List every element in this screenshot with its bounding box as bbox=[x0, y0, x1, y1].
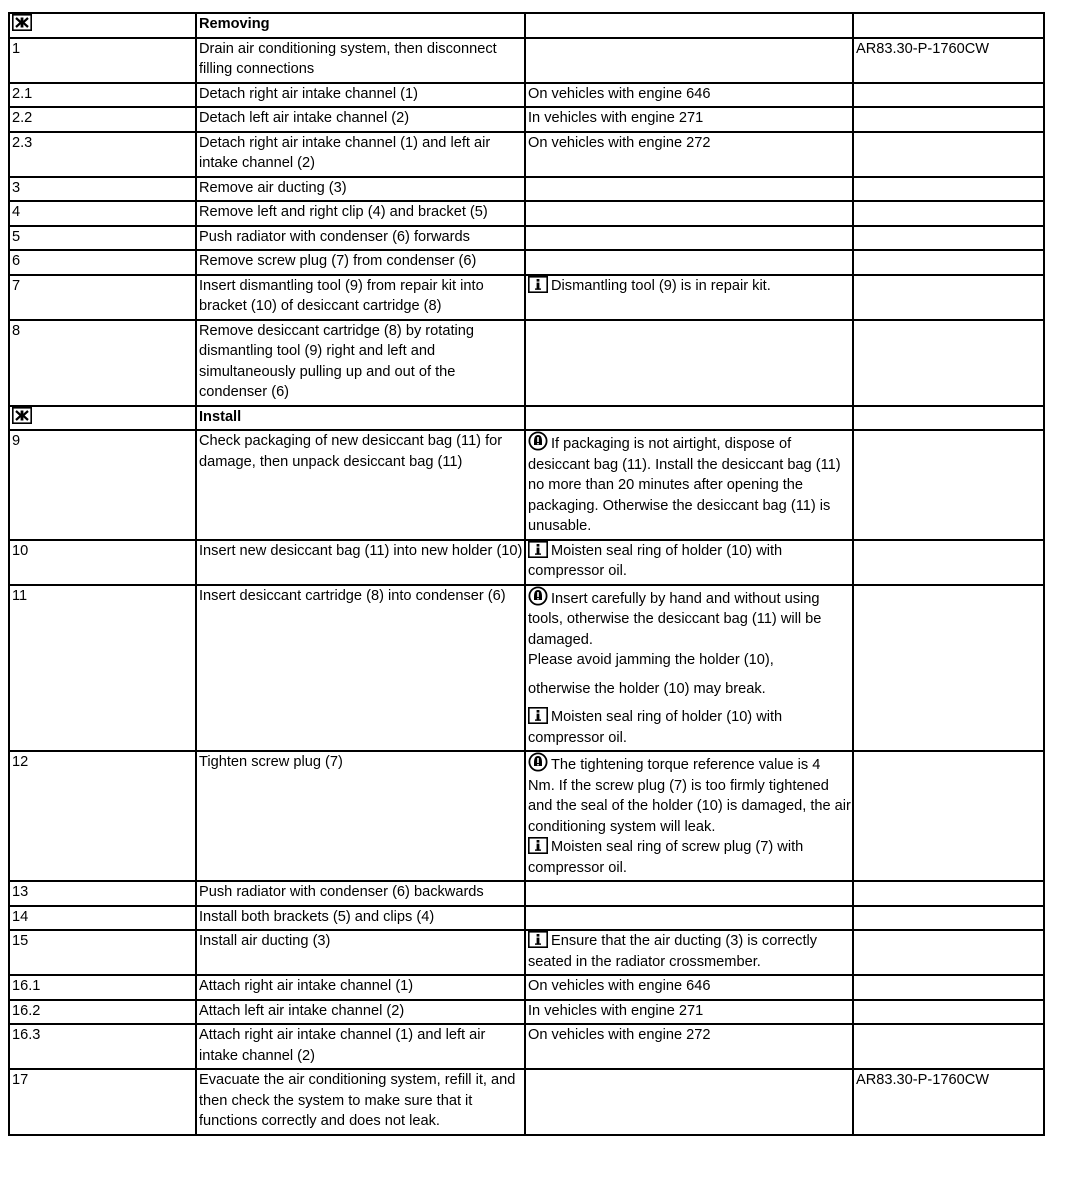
notes-cell bbox=[525, 751, 853, 881]
reference-cell bbox=[853, 107, 1044, 132]
notes-cell bbox=[525, 38, 853, 83]
action-cell bbox=[196, 585, 525, 752]
note-text: On vehicles with engine 272 bbox=[528, 1027, 711, 1043]
step-number: 3 bbox=[12, 179, 21, 196]
notes-cell bbox=[525, 177, 853, 202]
action-text: Drain air conditioning system, then disconnect filling connections bbox=[199, 40, 497, 77]
notes-cell bbox=[525, 13, 853, 38]
reference-cell bbox=[853, 83, 1044, 108]
reference-cell bbox=[853, 320, 1044, 406]
step-row bbox=[9, 320, 1044, 406]
caution-icon bbox=[528, 586, 548, 606]
step-row bbox=[9, 881, 1044, 906]
step-number: 16.3 bbox=[12, 1027, 41, 1043]
reference-cell bbox=[853, 406, 1044, 431]
info-icon bbox=[528, 276, 548, 293]
action-text: Evacuate the air conditioning system, refill it, and then check the system to make sure that it functions correctly and does not leak. bbox=[199, 1072, 516, 1129]
section-header-row bbox=[9, 13, 1044, 38]
reference-cell bbox=[853, 13, 1044, 38]
step-number-cell bbox=[9, 13, 196, 38]
note-text: Insert carefully by hand and without using tools, otherwise the desiccant bag (11) will be damaged. bbox=[528, 590, 822, 648]
note bbox=[528, 431, 851, 537]
step-row bbox=[9, 132, 1044, 177]
note bbox=[528, 650, 851, 671]
step-number-cell bbox=[9, 406, 196, 431]
notes-cell bbox=[525, 250, 853, 275]
reference-cell bbox=[853, 201, 1044, 226]
step-number-cell bbox=[9, 132, 196, 177]
action-text: Insert desiccant cartridge (8) into condenser (6) bbox=[199, 587, 506, 604]
notes-cell bbox=[525, 320, 853, 406]
step-row bbox=[9, 250, 1044, 275]
note bbox=[528, 837, 851, 878]
action-text: Attach right air intake channel (1) bbox=[199, 978, 414, 994]
info-icon bbox=[528, 541, 548, 558]
reference-cell bbox=[853, 430, 1044, 540]
reference-link[interactable]: AR83.30-P-1760CW bbox=[856, 40, 990, 57]
action-cell bbox=[196, 275, 525, 320]
action-text: Attach left air intake channel (2) bbox=[199, 1002, 405, 1019]
action-cell bbox=[196, 751, 525, 881]
note-text: On vehicles with engine 646 bbox=[528, 978, 711, 994]
note bbox=[528, 752, 851, 837]
action-cell bbox=[196, 430, 525, 540]
step-row bbox=[9, 540, 1044, 585]
caution-icon bbox=[528, 752, 548, 772]
step-number-cell bbox=[9, 1000, 196, 1025]
reference-cell bbox=[853, 1000, 1044, 1025]
action-cell bbox=[196, 38, 525, 83]
step-number: 8 bbox=[12, 322, 21, 339]
step-number: 16.2 bbox=[12, 1002, 41, 1019]
reference-cell bbox=[853, 1069, 1044, 1135]
step-row bbox=[9, 226, 1044, 251]
notes-cell bbox=[525, 930, 853, 975]
step-number-cell bbox=[9, 83, 196, 108]
step-number-cell bbox=[9, 906, 196, 931]
step-number: 7 bbox=[12, 277, 21, 294]
note-text: Moisten seal ring of holder (10) with compressor oil. bbox=[528, 709, 783, 746]
step-number-cell bbox=[9, 107, 196, 132]
note bbox=[528, 976, 851, 997]
note-text: Ensure that the air ducting (3) is correctly seated in the radiator crossmember. bbox=[528, 933, 818, 970]
step-row bbox=[9, 275, 1044, 320]
step-number: 2.1 bbox=[12, 85, 33, 102]
action-cell bbox=[196, 1000, 525, 1025]
notes-cell bbox=[525, 83, 853, 108]
caution-icon bbox=[528, 431, 548, 451]
notes-cell bbox=[525, 430, 853, 540]
action-text: Install air ducting (3) bbox=[199, 933, 331, 949]
action-text: Tighten screw plug (7) bbox=[199, 754, 343, 770]
step-number-cell bbox=[9, 930, 196, 975]
step-number: 2.2 bbox=[12, 110, 33, 126]
info-icon bbox=[528, 837, 548, 854]
reference-cell bbox=[853, 177, 1044, 202]
reference-cell bbox=[853, 585, 1044, 752]
action-cell bbox=[196, 250, 525, 275]
reference-cell bbox=[853, 906, 1044, 931]
notes-cell bbox=[525, 1024, 853, 1069]
step-number-cell bbox=[9, 177, 196, 202]
action-text: Detach right air intake channel (1) bbox=[199, 85, 419, 102]
notes-cell bbox=[525, 275, 853, 320]
step-number-cell bbox=[9, 201, 196, 226]
reference-cell bbox=[853, 975, 1044, 1000]
note-text: Moisten seal ring of holder (10) with compressor oil. bbox=[528, 542, 783, 579]
step-number: 12 bbox=[12, 754, 29, 770]
reference-link[interactable]: AR83.30-P-1760CW bbox=[856, 1072, 990, 1088]
notes-cell bbox=[525, 1000, 853, 1025]
notes-cell bbox=[525, 975, 853, 1000]
step-row bbox=[9, 38, 1044, 83]
action-text: Push radiator with condenser (6) backwards bbox=[199, 884, 484, 900]
action-cell bbox=[196, 975, 525, 1000]
step-row bbox=[9, 107, 1044, 132]
action-text: Remove left and right clip (4) and bracket (5) bbox=[199, 204, 488, 220]
step-number-cell bbox=[9, 1024, 196, 1069]
action-cell bbox=[196, 906, 525, 931]
action-cell bbox=[196, 132, 525, 177]
step-row bbox=[9, 585, 1044, 752]
reference-cell bbox=[853, 930, 1044, 975]
step-number: 5 bbox=[12, 228, 21, 245]
action-text: Push radiator with condenser (6) forwards bbox=[199, 228, 470, 245]
action-text: Check packaging of new desiccant bag (11) for damage, then unpack desiccant bag (11) bbox=[199, 433, 503, 470]
section-title: Removing bbox=[199, 16, 270, 32]
action-cell bbox=[196, 1024, 525, 1069]
reference-cell bbox=[853, 881, 1044, 906]
reference-cell bbox=[853, 226, 1044, 251]
step-row bbox=[9, 430, 1044, 540]
notes-cell bbox=[525, 540, 853, 585]
notes-cell bbox=[525, 132, 853, 177]
step-row bbox=[9, 930, 1044, 975]
step-row bbox=[9, 751, 1044, 881]
step-number-cell bbox=[9, 226, 196, 251]
note-text: If packaging is not airtight, dispose of desiccant bag (11). Install the desiccant bag (11) no more than 20 minutes after opening the packaging. Otherwise the desiccant bag (11) is unusable. bbox=[528, 436, 841, 534]
note bbox=[528, 1025, 851, 1046]
step-row bbox=[9, 1069, 1044, 1135]
action-text: Detach right air intake channel (1) and left air intake channel (2) bbox=[199, 134, 491, 171]
step-number: 4 bbox=[12, 204, 21, 220]
notes-cell bbox=[525, 1069, 853, 1135]
step-number-cell bbox=[9, 975, 196, 1000]
step-number-cell bbox=[9, 430, 196, 540]
step-number-cell bbox=[9, 275, 196, 320]
note-text: On vehicles with engine 646 bbox=[528, 85, 711, 102]
notes-cell bbox=[525, 201, 853, 226]
notes-cell bbox=[525, 881, 853, 906]
step-row bbox=[9, 906, 1044, 931]
action-cell bbox=[196, 226, 525, 251]
step-number-cell bbox=[9, 250, 196, 275]
action-cell bbox=[196, 13, 525, 38]
note bbox=[528, 586, 851, 651]
reference-cell bbox=[853, 275, 1044, 320]
note-text: otherwise the holder (10) may break. bbox=[528, 680, 766, 697]
note bbox=[528, 679, 851, 700]
procedure-table bbox=[8, 12, 1045, 1136]
action-cell bbox=[196, 177, 525, 202]
note-text: On vehicles with engine 272 bbox=[528, 134, 711, 151]
step-row bbox=[9, 1000, 1044, 1025]
notes-cell bbox=[525, 585, 853, 752]
action-text: Remove desiccant cartridge (8) by rotating dismantling tool (9) right and left and simultaneously pulling up and out of the condenser (6) bbox=[199, 322, 474, 400]
note bbox=[528, 541, 851, 582]
note-text: Dismantling tool (9) is in repair kit. bbox=[551, 277, 771, 294]
reference-cell bbox=[853, 132, 1044, 177]
action-cell bbox=[196, 406, 525, 431]
step-row bbox=[9, 177, 1044, 202]
action-text: Detach left air intake channel (2) bbox=[199, 110, 410, 126]
step-row bbox=[9, 83, 1044, 108]
action-cell bbox=[196, 1069, 525, 1135]
reference-cell bbox=[853, 540, 1044, 585]
info-icon bbox=[528, 931, 548, 948]
section-icon bbox=[12, 14, 32, 31]
step-number-cell bbox=[9, 38, 196, 83]
reference-cell bbox=[853, 250, 1044, 275]
step-row bbox=[9, 201, 1044, 226]
step-number: 16.1 bbox=[12, 978, 41, 994]
step-number: 14 bbox=[12, 908, 29, 925]
step-number: 9 bbox=[12, 433, 21, 449]
action-text: Install both brackets (5) and clips (4) bbox=[199, 908, 435, 925]
step-number-cell bbox=[9, 585, 196, 752]
action-cell bbox=[196, 107, 525, 132]
note-text: The tightening torque reference value is 4 Nm. If the screw plug (7) is too firmly tightened and the seal of the holder (10) is damaged, the air conditioning system will leak. bbox=[528, 757, 851, 835]
action-cell bbox=[196, 540, 525, 585]
step-number: 10 bbox=[12, 542, 29, 559]
note bbox=[528, 1001, 851, 1022]
notes-cell bbox=[525, 107, 853, 132]
step-number: 15 bbox=[12, 933, 29, 949]
step-number: 2.3 bbox=[12, 134, 33, 151]
action-text: Insert dismantling tool (9) from repair kit into bracket (10) of desiccant cartridge (8) bbox=[199, 277, 484, 314]
step-number-cell bbox=[9, 540, 196, 585]
reference-cell bbox=[853, 38, 1044, 83]
step-number: 11 bbox=[12, 587, 28, 604]
notes-cell bbox=[525, 406, 853, 431]
action-text: Remove air ducting (3) bbox=[199, 179, 347, 196]
step-number: 17 bbox=[12, 1072, 29, 1088]
step-number: 13 bbox=[12, 884, 29, 900]
note bbox=[528, 931, 851, 972]
step-number: 1 bbox=[12, 40, 21, 57]
step-row bbox=[9, 1024, 1044, 1069]
note-text: Please avoid jamming the holder (10), bbox=[528, 652, 774, 668]
note-text: In vehicles with engine 271 bbox=[528, 1002, 704, 1019]
action-cell bbox=[196, 320, 525, 406]
note bbox=[528, 84, 851, 105]
note bbox=[528, 276, 851, 297]
step-number-cell bbox=[9, 320, 196, 406]
action-cell bbox=[196, 83, 525, 108]
section-title: Install bbox=[199, 408, 242, 425]
note bbox=[528, 133, 851, 154]
action-cell bbox=[196, 201, 525, 226]
notes-cell bbox=[525, 906, 853, 931]
info-icon bbox=[528, 707, 548, 724]
action-cell bbox=[196, 881, 525, 906]
note-text: In vehicles with engine 271 bbox=[528, 110, 704, 126]
section-header-row bbox=[9, 406, 1044, 431]
reference-cell bbox=[853, 751, 1044, 881]
step-number: 6 bbox=[12, 253, 21, 269]
note bbox=[528, 707, 851, 748]
step-number-cell bbox=[9, 881, 196, 906]
section-icon bbox=[12, 407, 32, 424]
note-text: Moisten seal ring of screw plug (7) with compressor oil. bbox=[528, 839, 804, 876]
action-text: Remove screw plug (7) from condenser (6) bbox=[199, 253, 477, 269]
action-text: Insert new desiccant bag (11) into new holder (10) bbox=[199, 542, 523, 559]
action-cell bbox=[196, 930, 525, 975]
procedure-table-body bbox=[9, 13, 1044, 1135]
reference-cell bbox=[853, 1024, 1044, 1069]
step-number-cell bbox=[9, 751, 196, 881]
step-row bbox=[9, 975, 1044, 1000]
action-text: Attach right air intake channel (1) and left air intake channel (2) bbox=[199, 1027, 486, 1064]
note bbox=[528, 108, 851, 129]
step-number-cell bbox=[9, 1069, 196, 1135]
notes-cell bbox=[525, 226, 853, 251]
